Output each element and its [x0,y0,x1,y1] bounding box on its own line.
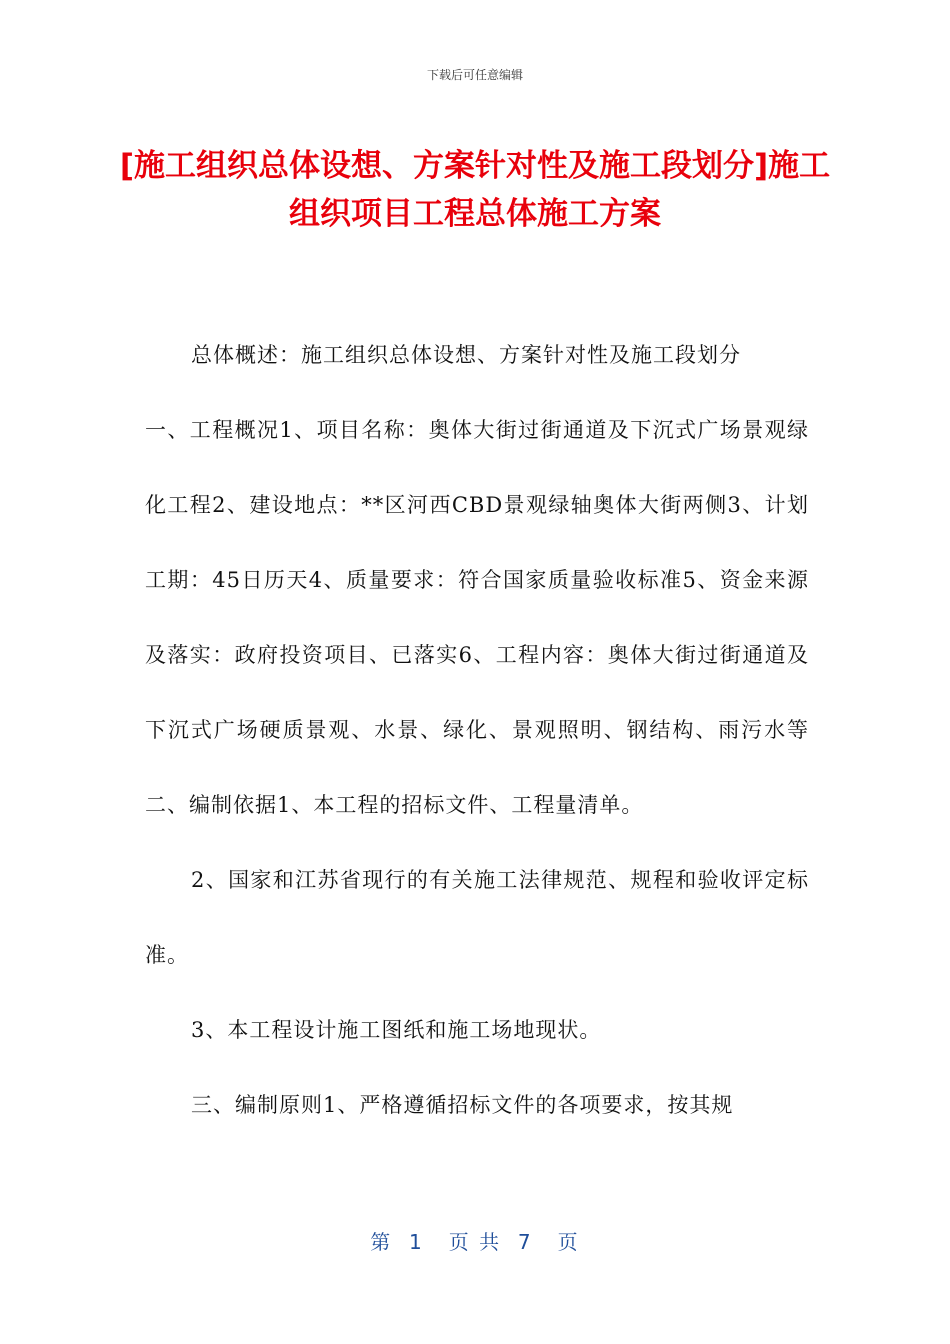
header-note: 下载后可任意编辑 [426,68,523,82]
paragraph-principles: 三、编制原则1、严格遵循招标文件的各项要求，按其规 [191,1093,734,1117]
document-title: [施工组织总体设想、方案针对性及施工段划分]施工组织项目工程总体施工方案 [119,148,831,232]
paragraph-project-overview: 一、工程概况1、项目名称：奥体大街过街通道及下沉式广场景观绿化工程2、建设地点：**区河西CBD景观绿轴奥体大街两侧3、计划工期：45日历天4、质量要求：符合国家质量验收标准5、资金来源及落实：政府投资项目、已落实6、工程内容：奥体大街过街通道及下沉式广场硬质景观、水景、绿化、景观照明、钢结构、雨污水等二、编制依据1、本工程的招标文件、工程量清单。 [145,418,809,817]
page-number-footer: 第 1 页 共 7 页 [370,1230,580,1254]
document-body [145,318,809,1143]
paragraph-drawings: 3、本工程设计施工图纸和施工场地现状。 [191,1018,602,1042]
paragraph-standards: 2、国家和江苏省现行的有关施工法律规范、规程和验收评定标准。 [145,868,809,967]
paragraph-overview: 总体概述：施工组织总体设想、方案针对性及施工段划分 [191,343,741,367]
